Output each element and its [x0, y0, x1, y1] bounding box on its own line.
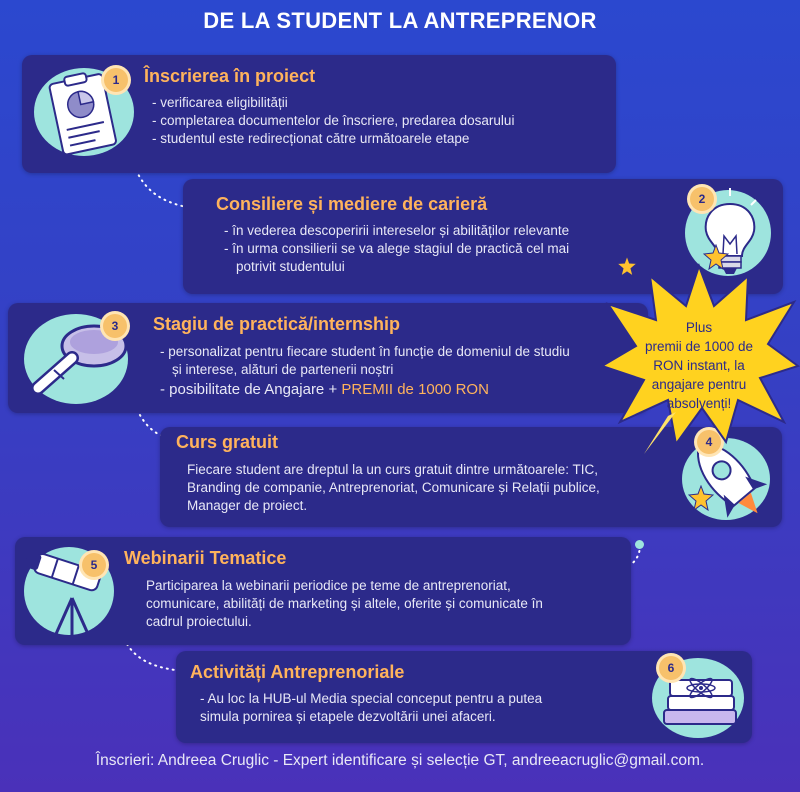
- burst-line-4: angajare pentru: [651, 377, 747, 392]
- step-6-title: Activități Antreprenoriale: [190, 662, 405, 682]
- burst-line-2: premii de 1000 de: [644, 339, 754, 354]
- step-3-line-2: și interese, alături de partenerii noștri: [172, 362, 394, 377]
- step-6-number-badge: 6: [659, 656, 683, 680]
- burst-line-5: absolvenți!: [666, 396, 732, 411]
- step-2-number-badge: 2: [690, 187, 714, 211]
- step-6-line-2: simula pornirea și etapele dezvoltării unei afaceri.: [200, 709, 496, 724]
- step-1-line-1: - verificarea eligibilității: [152, 95, 288, 110]
- step-2-title: Consiliere și mediere de carieră: [216, 194, 488, 214]
- step-2-body: [224, 222, 569, 276]
- step-3-extra-highlight: PREMII de 1000 RON: [341, 381, 489, 398]
- step-4-line-2: Branding de companie, Antreprenoriat, Comunicare și Relații publice,: [187, 480, 600, 495]
- burst-line-1: Plus: [685, 320, 713, 335]
- step-2-line-1: - în vederea descoperirii intereselor și abilităților relevante: [224, 223, 570, 238]
- step-1-title: Înscrierea în proiect: [144, 66, 316, 86]
- step-1-number-badge: 1: [104, 68, 128, 92]
- step-1-line-2: - completarea documentelor de înscriere, predarea dosarului: [152, 113, 515, 128]
- burst-spark-icon: [640, 410, 680, 456]
- step-4-line-3: Manager de proiect.: [187, 498, 308, 513]
- step-5-line-3: cadrul proiectului.: [146, 614, 252, 629]
- step-2-line-3: potrivit studentului: [236, 259, 345, 274]
- page-title: DE LA STUDENT LA ANTREPRENOR: [203, 8, 597, 33]
- step-4-body: [187, 461, 600, 515]
- footer-contact: Înscrieri: Andreea Cruglic - Expert identificare și selecție GT, andreeacruglic@gmail.com.: [95, 752, 705, 769]
- step-1-line-3: - studentul este redirecționat către următoarele etape: [152, 131, 470, 146]
- step-5-line-1: Participarea la webinarii periodice pe teme de antreprenoriat,: [146, 578, 511, 593]
- step-3-line-3: [160, 381, 570, 399]
- step-5-title: Webinarii Tematice: [124, 548, 287, 568]
- step-1-body: [152, 94, 514, 148]
- step-3-body: [160, 343, 570, 399]
- step-5-line-2: comunicare, abilități de marketing și altele, oferite și comunicate în: [146, 596, 543, 611]
- step-3-extra-prefix: - posibilitate de Angajare +: [160, 381, 342, 398]
- step-6-body: [200, 690, 542, 726]
- step-3-title: Stagiu de practică/internship: [153, 314, 401, 334]
- step-3-number-badge: 3: [103, 314, 127, 338]
- step-5-number-badge: 5: [82, 553, 106, 577]
- step-2-line-2: - în urma consilierii se va alege stagiul de practică cel mai: [224, 241, 570, 256]
- telescope-icon: [22, 540, 122, 640]
- burst-line-3: RON instant, la: [653, 358, 745, 373]
- star-icon-rocket: [688, 485, 714, 511]
- step-3-line-1: - personalizat pentru fiecare student în funcție de domeniul de studiu: [160, 344, 570, 359]
- step-6-line-1: - Au loc la HUB-ul Media special conceput pentru a putea: [200, 691, 543, 706]
- step-4-number-badge: 4: [697, 430, 721, 454]
- step-4-title: Curs gratuit: [176, 432, 279, 452]
- step-4-line-1: Fiecare student are dreptul la un curs gratuit dintre următoarele: TIC,: [187, 462, 598, 477]
- step-5-body: [146, 577, 543, 631]
- connector-dot-4: [635, 540, 644, 549]
- starburst-text: [644, 318, 754, 413]
